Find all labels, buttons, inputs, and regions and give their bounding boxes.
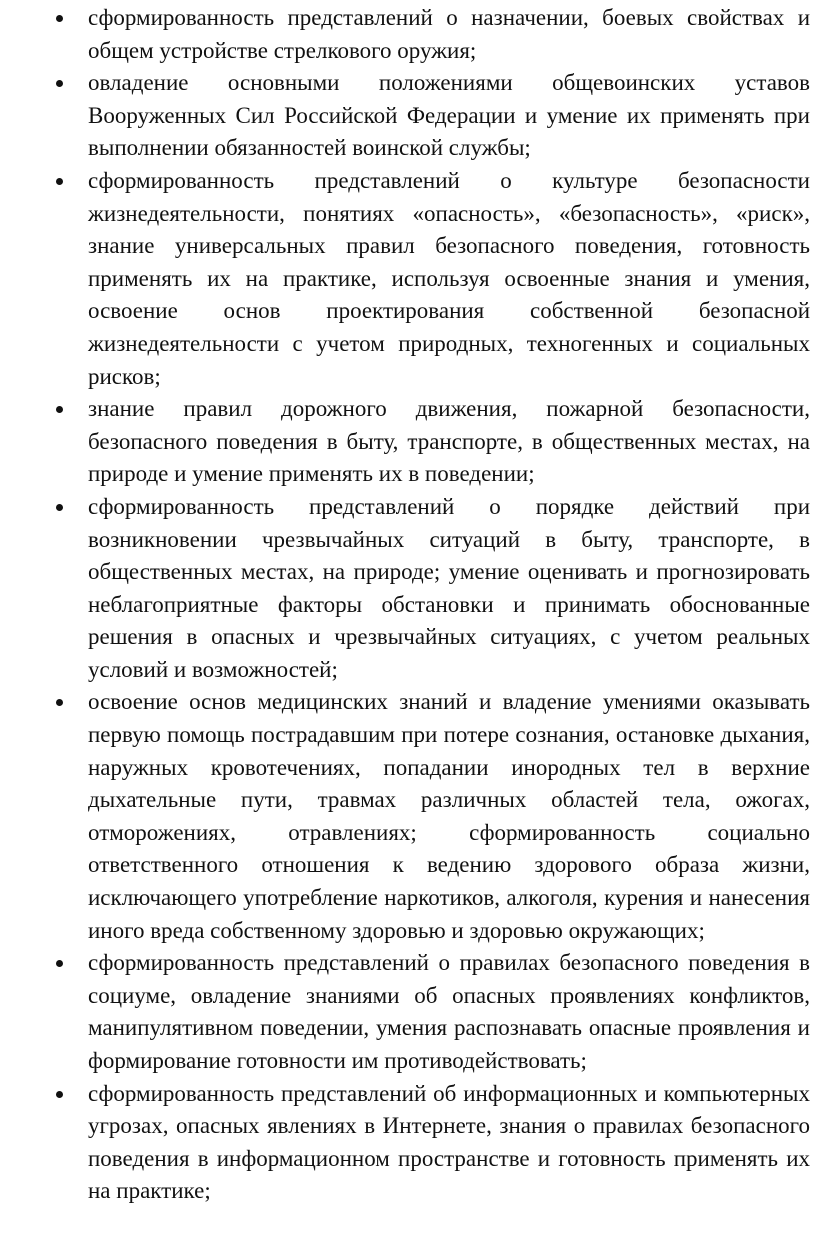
list-item-text: сформированность представлений о порядке действий при возникновении чрезвычайных ситуаций в быту, транспорте, в общественных местах, на природе; умение оценивать и прогнозировать неблагоприятные факторы обстановки и принимать обоснованные решения в опасных и чрезвычайных ситуациях, с учетом реальных условий и возможностей;	[88, 493, 810, 682]
bullet-icon	[56, 1091, 63, 1098]
learning-outcomes-list	[0, 2, 810, 1208]
bullet-icon	[56, 178, 63, 185]
bullet-icon	[56, 406, 63, 413]
list-item-text: знание правил дорожного движения, пожарной безопасности, безопасного поведения в быту, транспорте, в общественных местах, на природе и умение применять их в поведении;	[88, 396, 810, 487]
list-item	[0, 491, 810, 687]
list-item-text: сформированность представлений о культуре безопасности жизнедеятельности, понятиях «опасность», «безопасность», «риск», знание универсальных правил безопасного поведения, готовность применять их на практике, используя освоенные знания и умения, освоение основ проектирования собственной безопасной жизнедеятельности с учетом природных, техногенных и социальных рисков;	[88, 167, 810, 389]
list-item	[0, 1078, 810, 1208]
list-item	[0, 947, 810, 1077]
list-item	[0, 393, 810, 491]
list-item	[0, 165, 810, 393]
bullet-icon	[56, 80, 63, 87]
list-item-text: овладение основными положениями общевоинских уставов Вооруженных Сил Российской Федерации и умение их применять при выполнении обязанностей воинской службы;	[88, 70, 810, 161]
list-item	[0, 686, 810, 947]
bullet-icon	[56, 699, 63, 706]
list-item-text: сформированность представлений о назначении, боевых свойствах и общем устройстве стрелкового оружия;	[88, 5, 810, 63]
list-item	[0, 2, 810, 67]
bullet-icon	[56, 504, 63, 511]
bullet-icon	[56, 15, 63, 22]
bullet-icon	[56, 960, 63, 967]
list-item	[0, 67, 810, 165]
list-item-text: сформированность представлений об информационных и компьютерных угрозах, опасных явлениях в Интернете, знания о правилах безопасного поведения в информационном пространстве и готовность применять их на практике;	[88, 1080, 810, 1204]
list-item-text: освоение основ медицинских знаний и владение умениями оказывать первую помощь пострадавшим при потере сознания, остановке дыхания, наружных кровотечениях, попадании инородных тел в верхние дыхательные пути, травмах различных областей тела, ожогах, отморожениях, отравлениях; сформированность социально ответственного отношения к ведению здорового образа жизни, исключающего употребление наркотиков, алкоголя, курения и нанесения иного вреда собственному здоровью и здоровью окружающих;	[88, 689, 810, 943]
list-item-text: сформированность представлений о правилах безопасного поведения в социуме, овладение знаниями об опасных проявлениях конфликтов, манипулятивном поведении, умения распознавать опасные проявления и формирование готовности им противодействовать;	[88, 950, 810, 1073]
